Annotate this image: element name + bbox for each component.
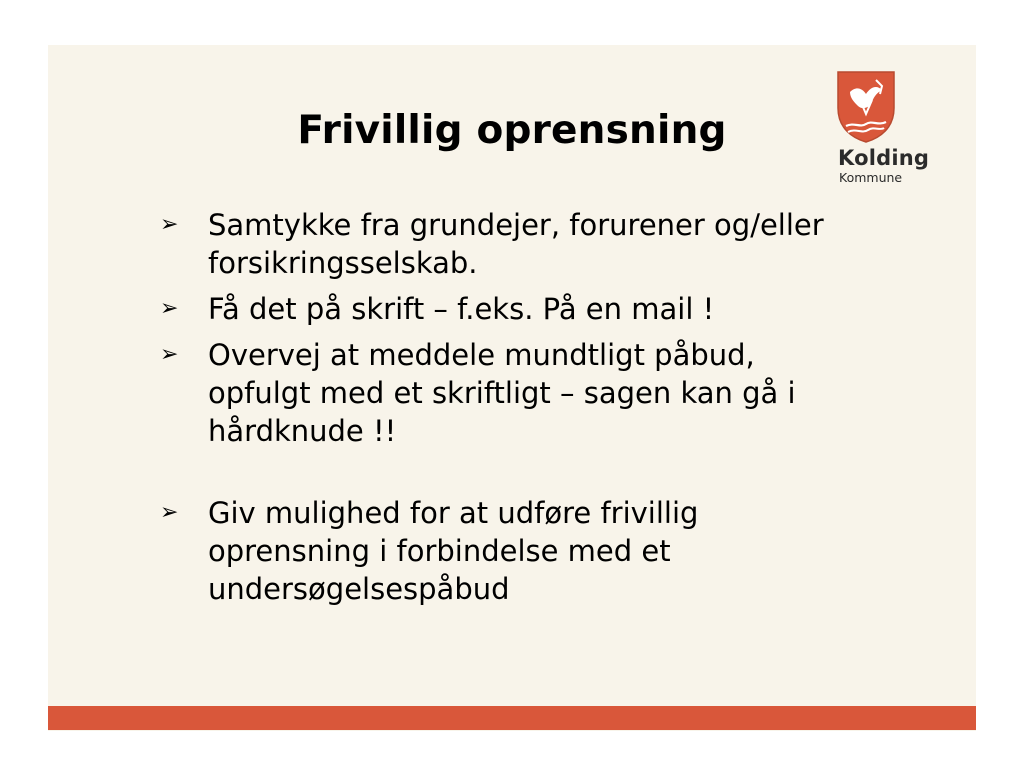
bullet-item [160, 494, 850, 608]
bullet-item [160, 206, 850, 282]
logo-subname: Kommune [839, 170, 903, 185]
bullet-text: Samtykke fra grundejer, forurener og/eller forsikringsselskab. [208, 208, 824, 280]
coat-of-arms-icon [836, 70, 896, 144]
arrowhead-bullet-icon: ➢ [160, 212, 179, 237]
logo-name: Kolding [838, 146, 930, 170]
arrowhead-bullet-icon: ➢ [160, 296, 179, 321]
bullet-text: Giv mulighed for at udføre frivillig oprensning i forbindelse med et undersøgelsespåbud [208, 496, 699, 606]
footer-bar [48, 706, 976, 730]
bullet-text: Få det på skrift – f.eks. På en mail ! [208, 292, 715, 326]
bullet-text: Overvej at meddele mundtligt påbud, opfulgt med et skriftligt – sagen kan gå i hårdknude !! [208, 338, 796, 448]
slide-title: Frivillig oprensning [297, 108, 727, 153]
arrowhead-bullet-icon: ➢ [160, 500, 179, 525]
bullet-item [160, 336, 850, 450]
bullet-item [160, 290, 850, 328]
arrowhead-bullet-icon: ➢ [160, 342, 179, 367]
bullet-list [160, 206, 850, 616]
